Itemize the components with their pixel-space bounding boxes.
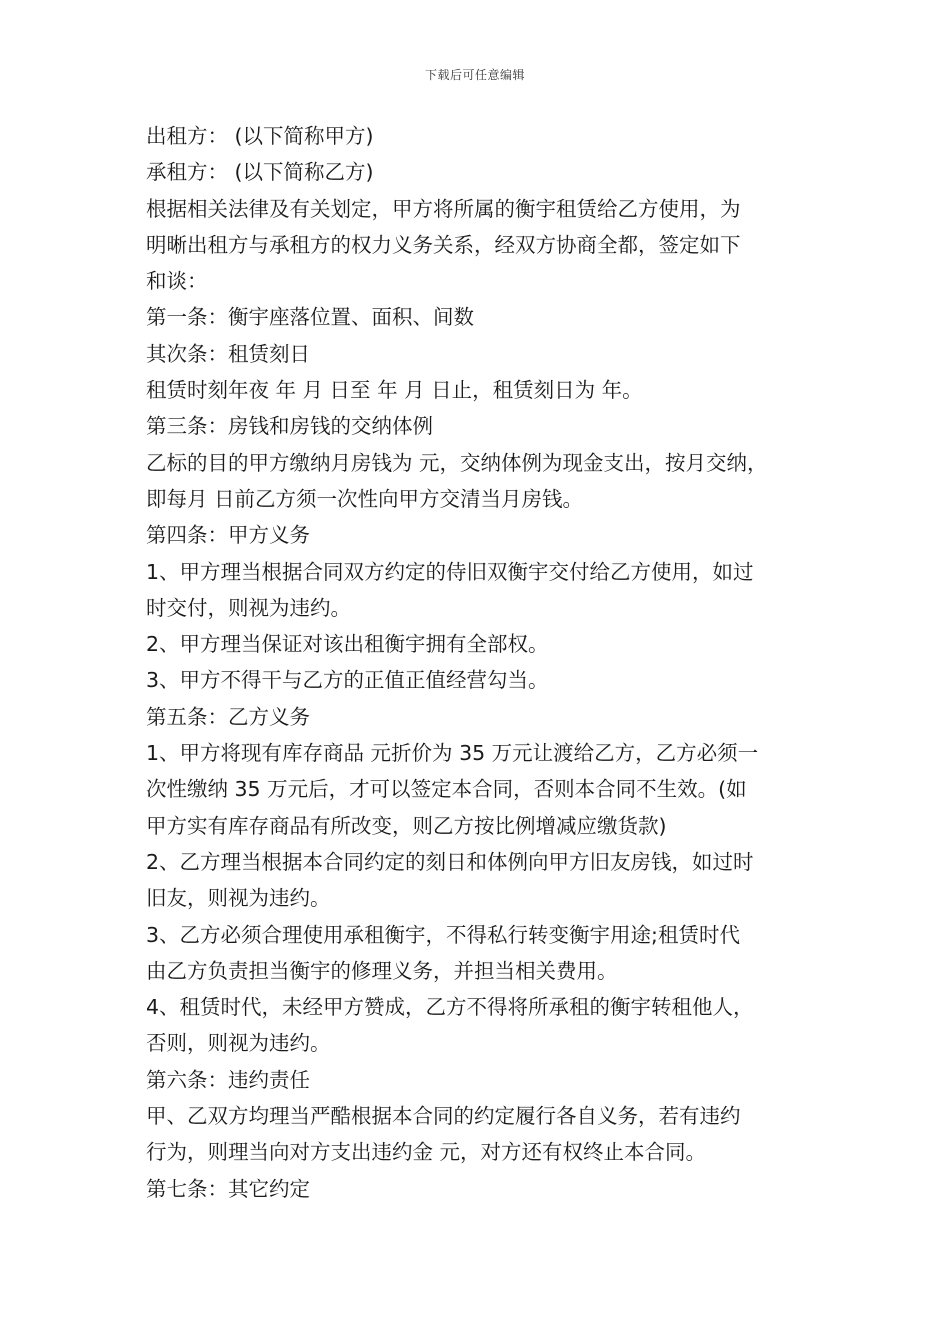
text-line: 甲方实有库存商品有所改变，则乙方按比例增减应缴货款) xyxy=(146,813,667,838)
text-line: 租赁时刻年夜 年 月 日至 年 月 日止，租赁刻日为 年。 xyxy=(146,378,643,403)
article-heading: 第七条：其它约定 xyxy=(146,1176,310,1201)
text-line: 由乙方负责担当衡宇的修理义务，并担当相关费用。 xyxy=(146,958,618,983)
article-heading: 第四条：甲方义务 xyxy=(146,523,310,548)
text-line: 2、甲方理当保证对该出租衡宇拥有全部权。 xyxy=(146,632,549,657)
text-line: 1、甲方理当根据合同双方约定的侍旧双衡宇交付给乙方使用，如过 xyxy=(146,559,754,584)
article-heading: 第一条：衡宇座落位置、面积、间数 xyxy=(146,305,474,330)
text-line: 即每月 日前乙方须一次性向甲方交清当月房钱。 xyxy=(146,486,584,511)
text-line: 出租方： (以下简称甲方) xyxy=(146,124,374,148)
text-line: 4、租赁时代，未经甲方赞成，乙方不得将所承租的衡宇转租他人， xyxy=(146,995,754,1020)
text-line: 次性缴纳 35 万元后，才可以签定本合同，否则本合同不生效。(如 xyxy=(146,777,747,802)
text-line: 2、乙方理当根据本合同约定的刻日和体例向甲方旧友房钱，如过时 xyxy=(146,849,754,874)
text-line: 明晰出租方与承租方的权力义务关系，经双方协商全都，签定如下 xyxy=(146,232,741,257)
text-line: 3、甲方不得干与乙方的正值正值经营勾当。 xyxy=(146,668,549,693)
contract-body xyxy=(146,118,816,1207)
text-line: 时交付，则视为违约。 xyxy=(146,595,351,620)
article-heading: 其次条：租赁刻日 xyxy=(146,341,310,366)
text-line: 3、乙方必须合理使用承租衡宇，不得私行转变衡宇用途;租赁时代 xyxy=(146,922,740,947)
text-line: 旧友，则视为违约。 xyxy=(146,886,331,911)
article-heading: 第三条：房钱和房钱的交纳体例 xyxy=(146,414,433,439)
text-line: 1、甲方将现有库存商品 元折价为 35 万元让渡给乙方，乙方必须一 xyxy=(146,741,759,766)
text-line: 甲、乙双方均理当严酷根据本合同的约定履行各自义务，若有违约 xyxy=(146,1104,741,1129)
text-line: 根据相关法律及有关划定，甲方将所属的衡宇租赁给乙方使用，为 xyxy=(146,196,741,221)
article-heading: 第六条：违约责任 xyxy=(146,1067,310,1092)
text-line: 否则，则视为违约。 xyxy=(146,1031,331,1056)
article-heading: 第五条：乙方义务 xyxy=(146,704,310,729)
text-line: 和谈： xyxy=(146,269,208,294)
page-header-note: 下载后可任意编辑 xyxy=(424,68,525,82)
text-line: 乙标的目的甲方缴纳月房钱为 元，交纳体例为现金支出，按月交纳， xyxy=(146,450,768,475)
text-line: 承租方： (以下简称乙方) xyxy=(146,160,374,185)
text-line: 行为，则理当向对方支出违约金 元，对方还有权终止本合同。 xyxy=(146,1140,707,1165)
